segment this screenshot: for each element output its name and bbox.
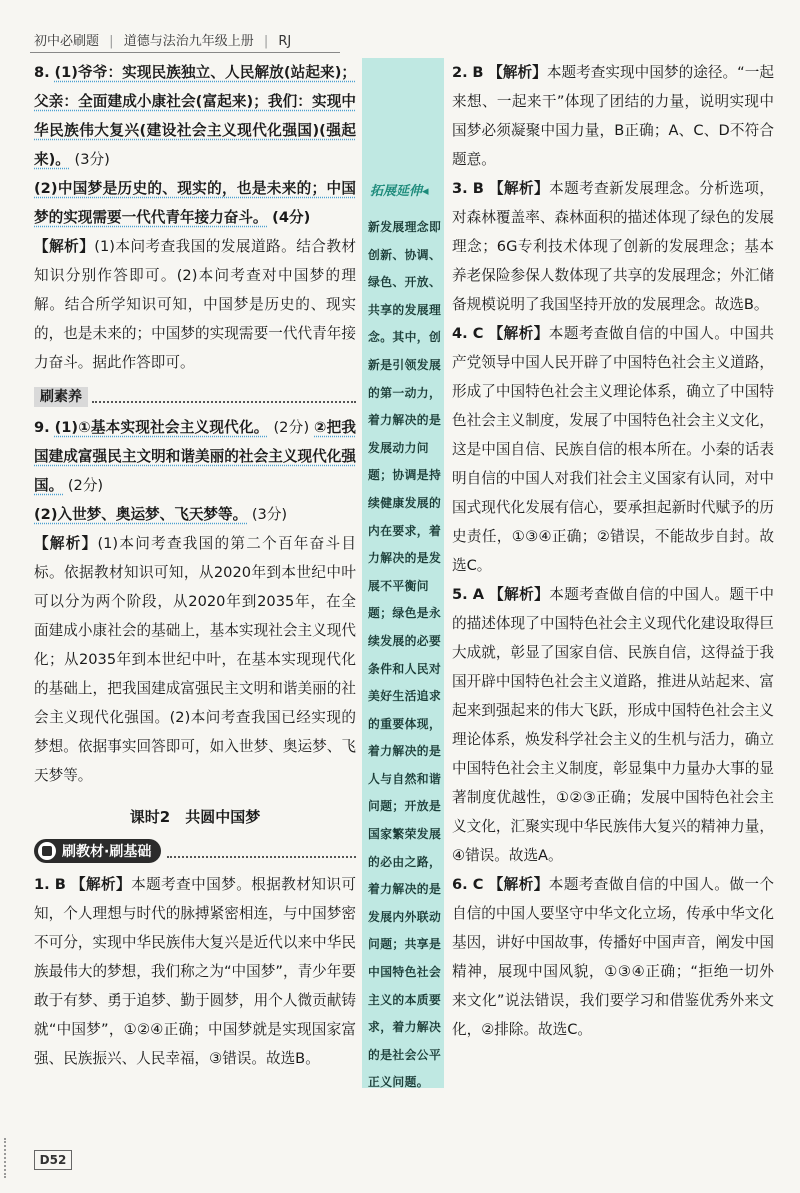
page-number: D52 [34, 1150, 72, 1170]
edition-label: RJ [278, 34, 292, 49]
q9-part1 [34, 413, 356, 500]
section-badge [34, 839, 161, 863]
left-column [34, 58, 356, 1073]
section-label-suyang: 刷素养 [34, 387, 88, 407]
q1-choice: B [54, 876, 66, 893]
series-name: 初中必刷题 [34, 34, 100, 49]
q9-answer-2: (2)入世梦、奥运梦、飞天梦等。 [34, 506, 248, 523]
q8-score-2: (4分) [272, 209, 311, 226]
book-title: 道德与法治九年级上册 [123, 34, 254, 49]
arrow-left-icon: ◂ [422, 184, 429, 199]
q8-answer-2: (2)中国梦是历史的、现实的，也是未来的；中国梦的实现需要一代代青年接力奋斗。 [34, 180, 356, 226]
book-icon [38, 842, 56, 860]
right-column [452, 58, 774, 1044]
q4-number: 4. [452, 325, 468, 342]
q8-part2 [34, 174, 356, 232]
q8-analysis [34, 232, 356, 377]
q9-answer-1a: (1)①基本实现社会主义现代化。 [54, 419, 269, 436]
q9-score-2: (3分) [251, 506, 288, 523]
q9-score-1a: (2分) [273, 419, 310, 436]
lesson-title: 课时2 共圆中国梦 [129, 808, 261, 826]
q8-answer-1: (1)爷爷：实现民族独立、人民解放(站起来)；父亲：全面建成小康社会(富起来)；我们：实现中华民族伟大复兴(建设社会主义现代化强国)(强起来)。 [34, 64, 356, 168]
q6-answer [452, 870, 774, 1044]
q3-analysis-tag: 【解析】 [488, 180, 550, 197]
q5-analysis-text: 本题考查做自信的中国人。题干中的描述体现了中国特色社会主义现代化建设取得巨大成就，彰显了国家自信、民族自信，这得益于我国开辟中国特色社会主义道路，推进从站起来、富起来到强起来的伟大飞跃，形成中国特色社会主义理论体系，焕发科学社会主义的生机与活力，确立中国特色社会主义制度，彰显集中力量办大事的显著制度优越性，①②③正确；发展中国特色社会主义文化，汇聚实现中华民族伟大复兴的精神力量，④错误。故选A。 [452, 586, 774, 864]
q9-score-1b: (2分) [67, 477, 104, 494]
q9-part2 [34, 500, 356, 529]
q1-number: 1. [34, 876, 50, 893]
q1-answer [34, 870, 356, 1073]
q3-choice: B [472, 180, 484, 197]
q4-analysis-text: 本题考查做自信的中国人。中国共产党领导中国人民开辟了中国特色社会主义道路，形成了中国特色社会主义理论体系，确立了中国特色社会主义制度，发展了中国特色社会主义文化，这是中国自信、民族自信的根本所在。小秦的话表明自信的中国人对我们社会主义国家有认同，对中国式现代化发展有信心，要承担起新时代赋予的历史责任，①③④正确；②错误，不能故步自封。故选C。 [452, 325, 774, 574]
q4-analysis-tag: 【解析】 [488, 325, 549, 342]
q9-analysis-tag: 【解析】 [34, 535, 98, 552]
q3-answer [452, 174, 774, 319]
q1-analysis-tag: 【解析】 [70, 876, 132, 893]
q8-number: 8. [34, 64, 50, 81]
q5-analysis-tag: 【解析】 [489, 586, 550, 603]
q1-analysis-text: 本题考查中国梦。根据教材知识可知，个人理想与时代的脉搏紧密相连，与中国梦密不可分，实现中华民族伟大复兴是近代以来中华民族最伟大的梦想，我们称之为“中国梦”，青少年要敢于有梦、勇于追梦、勤于圆梦，用个人微贡献铸就“中国梦”，①②④正确；中国梦就是实现国家富强、民族振兴、人民幸福，③错误。故选B。 [34, 876, 356, 1067]
q5-choice: A [472, 586, 485, 603]
corner-decoration [4, 1138, 36, 1178]
section-bar-jiaocai [34, 838, 356, 864]
q5-answer [452, 580, 774, 870]
section-label-jiaocai: 刷教材·刷基础 [62, 844, 152, 860]
q9-answer-1b: ②把我国建成富强民主文明和谐美丽的社会主义现代化强国。 [34, 419, 356, 494]
q9-analysis [34, 529, 356, 790]
q9-analysis-text: (1)本问考查我国的第二个百年奋斗目标。依据教材知识可知，从2020年到本世纪中叶可以分为两个阶段，从2020年到2035年，在全面建成小康社会的基础上，基本实现社会主义现代化；从2035年到本世纪中叶，在基本实现现代化的基础上，把我国建成富强民主文明和谐美丽的社会主义现代化强国。(2)本问考查我国已经实现的梦想。依据事实回答即可，如入世梦、奥运梦、飞天梦等。 [34, 535, 356, 784]
q2-choice: B [472, 64, 484, 81]
q8-part1 [34, 58, 356, 174]
q6-choice: C [472, 876, 484, 893]
header-separator: | [109, 34, 114, 49]
header-rule [30, 52, 340, 53]
q2-number: 2. [452, 64, 468, 81]
section-divider-2 [167, 844, 356, 858]
section-divider [92, 391, 356, 403]
q8-analysis-text: (1)本问考查我国的发展道路。结合教材知识分别作答即可。(2)本问考查对中国梦的理解。结合所学知识可知，中国梦是历史的、现实的，也是未来的；中国梦的实现需要一代代青年接力奋斗。据此作答即可。 [34, 238, 356, 371]
q3-number: 3. [452, 180, 468, 197]
q8-score-1: (3分) [74, 151, 110, 168]
extension-title-text: 拓展延伸 [370, 184, 423, 199]
q2-analysis-text: 本题考查实现中国梦的途径。“一起来想、一起来干”体现了团结的力量，说明实现中国梦必须凝聚中国力量，B正确；A、C、D不符合题意。 [452, 64, 775, 168]
q3-analysis-text: 本题考查新发展理念。分析选项，对森林覆盖率、森林面积的描述体现了绿色的发展理念；6G专利技术体现了创新的发展理念；基本养老保险参保人数体现了共享的发展理念；外汇储备规模说明了我国坚持开放的发展理念。故选B。 [452, 180, 774, 313]
header-separator-2: | [263, 34, 269, 49]
q5-number: 5. [452, 586, 468, 603]
q2-analysis-tag: 【解析】 [488, 64, 547, 81]
q2-answer [452, 58, 774, 174]
extension-text: 新发展理念即创新、协调、绿色、开放、共享的发展理念。其中，创新是引领发展的第一动力，着力解决的是发展动力问题；协调是持续健康发展的内在要求，着力解决的是发展不平衡问题；绿色是永续发展的必要条件和人民对美好生活追求的重要体现，着力解决的是人与自然和谐问题；开放是国家繁荣发展的必由之路，着力解决的是发展内外联动问题；共享是中国特色社会主义的本质要求，着力解决的是社会公平正义问题。 [368, 220, 442, 1090]
q6-number: 6. [452, 876, 468, 893]
extension-title [370, 180, 448, 199]
page-header [34, 30, 334, 49]
q4-choice: C [472, 325, 484, 342]
q6-analysis-text: 本题考查做自信的中国人。做一个自信的中国人要坚守中华文化立场，传承中华文化基因，讲好中国故事，传播好中国声音，阐发中国精神，展现中国风貌，①③④正确；“拒绝一切外来文化”说法错误，我们要学习和借鉴优秀外来文化，②排除。故选C。 [452, 876, 774, 1038]
q8-analysis-tag: 【解析】 [34, 238, 95, 255]
q4-answer [452, 319, 774, 580]
section-bar-suyang [34, 387, 356, 407]
q6-analysis-tag: 【解析】 [488, 876, 549, 893]
q9-number: 9. [34, 419, 50, 436]
